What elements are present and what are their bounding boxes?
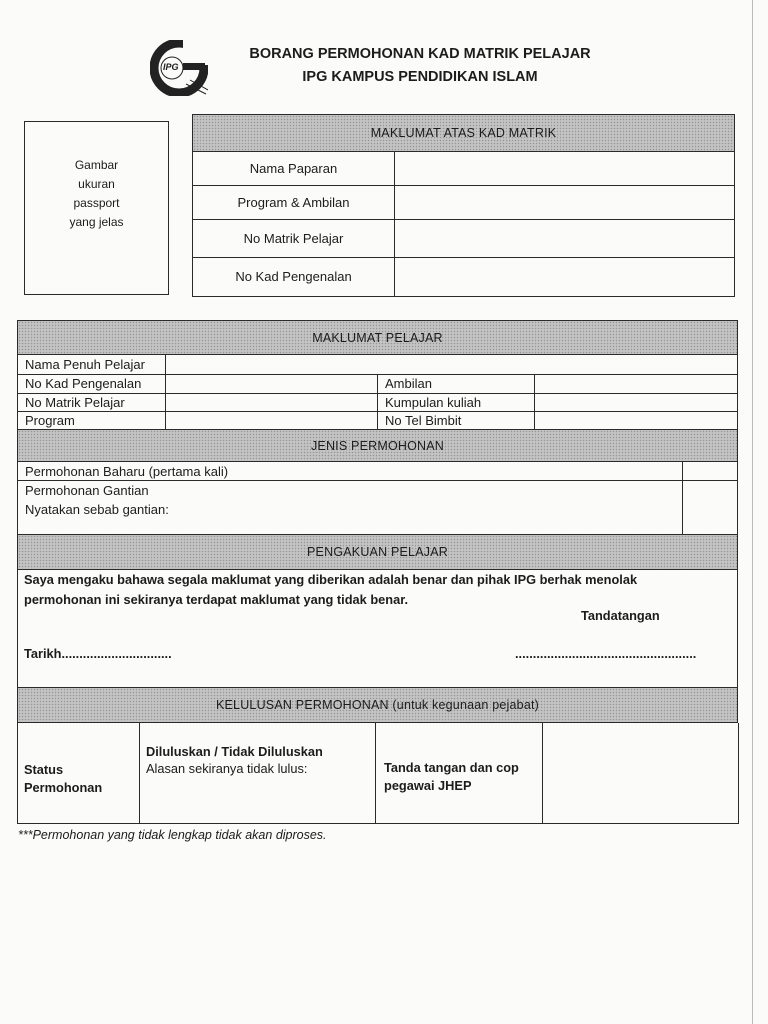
- page-edge: [752, 0, 753, 1024]
- declaration-text-line-2: permohonan ini sekiranya terdapat maklumat yang tidak benar.: [24, 592, 409, 607]
- decision-field[interactable]: [146, 743, 323, 777]
- photo-box-line-3: passport: [73, 196, 120, 210]
- card-row-label: Program & Ambilan: [237, 194, 350, 210]
- card-row-label: No Matrik Pelajar: [243, 230, 344, 246]
- ic-label: No Kad Pengenalan: [25, 376, 142, 391]
- logo-text: IPG: [163, 62, 179, 72]
- intake-field[interactable]: [535, 374, 737, 393]
- date-field[interactable]: Tarikh...............................: [24, 646, 172, 661]
- officer-signature-field[interactable]: [543, 723, 738, 824]
- approval-heading: KELULUSAN PERMOHONAN (untuk kegunaan pejabat): [18, 687, 738, 723]
- new-application-label: Permohonan Baharu (pertama kali): [25, 463, 229, 479]
- card-info-table: [192, 114, 735, 297]
- program-label: Program: [25, 412, 75, 428]
- photo-box[interactable]: [24, 121, 169, 295]
- ic-field[interactable]: [166, 374, 377, 393]
- signature-label: Tandatangan: [581, 608, 660, 623]
- full-name-label: Nama Penuh Pelajar: [25, 357, 145, 372]
- program-intake-field[interactable]: [395, 185, 734, 219]
- officer-sign-label: [384, 759, 519, 795]
- rejection-reason-label: Alasan sekiranya tidak lulus:: [146, 761, 308, 776]
- student-info-heading: MAKLUMAT PELAJAR: [18, 321, 738, 355]
- phone-field[interactable]: [535, 411, 737, 429]
- program-field[interactable]: [166, 411, 377, 429]
- officer-sign-line-1: Tanda tangan dan cop: [384, 760, 519, 775]
- declaration-heading: PENGAKUAN PELAJAR: [18, 534, 738, 570]
- card-info-heading: MAKLUMAT ATAS KAD MATRIK: [193, 115, 734, 152]
- phone-label: No Tel Bimbit: [385, 412, 462, 428]
- signature-field[interactable]: ...................................................: [515, 646, 697, 661]
- matric-field[interactable]: [166, 393, 377, 411]
- declaration-text-line-1: Saya mengaku bahawa segala maklumat yang diberikan adalah benar dan pihak IPG berhak menolak: [24, 572, 638, 587]
- officer-sign-line-2: pegawai JHEP: [384, 778, 472, 793]
- card-row-label: Nama Paparan: [249, 161, 338, 176]
- new-application-checkbox[interactable]: [683, 462, 737, 480]
- form-title: BORANG PERMOHONAN KAD MATRIK PELAJAR: [249, 46, 591, 62]
- status-label-line-2: Permohonan: [24, 780, 103, 795]
- main-form: [17, 320, 738, 824]
- photo-box-line-1: Gambar: [74, 158, 119, 172]
- card-row-label: No Kad Pengenalan: [235, 269, 352, 284]
- photo-box-line-2: ukuran: [78, 177, 115, 191]
- group-field[interactable]: [535, 393, 737, 411]
- matric-label: No Matrik Pelajar: [25, 394, 125, 410]
- application-type-heading: JENIS PERMOHONAN: [18, 429, 738, 462]
- ic-number-field[interactable]: [395, 257, 734, 296]
- photo-box-line-4: yang jelas: [69, 215, 124, 229]
- group-label: Kumpulan kuliah: [385, 394, 482, 410]
- status-label: [24, 761, 102, 797]
- status-label-line-1: Status: [24, 762, 64, 777]
- institution-title: IPG KAMPUS PENDIDIKAN ISLAM: [302, 69, 538, 85]
- footnote: ***Permohonan yang tidak lengkap tidak akan diproses.: [18, 828, 327, 842]
- decision-label: Diluluskan / Tidak Diluluskan: [146, 744, 323, 759]
- full-name-field[interactable]: [166, 355, 737, 374]
- replacement-application-label: Permohonan Gantian: [25, 483, 149, 498]
- display-name-field[interactable]: [395, 152, 734, 185]
- replacement-reason-label: Nyatakan sebab gantian:: [25, 502, 169, 517]
- intake-label: Ambilan: [385, 376, 432, 391]
- matric-number-field[interactable]: [395, 219, 734, 257]
- replacement-application-checkbox[interactable]: [683, 481, 737, 534]
